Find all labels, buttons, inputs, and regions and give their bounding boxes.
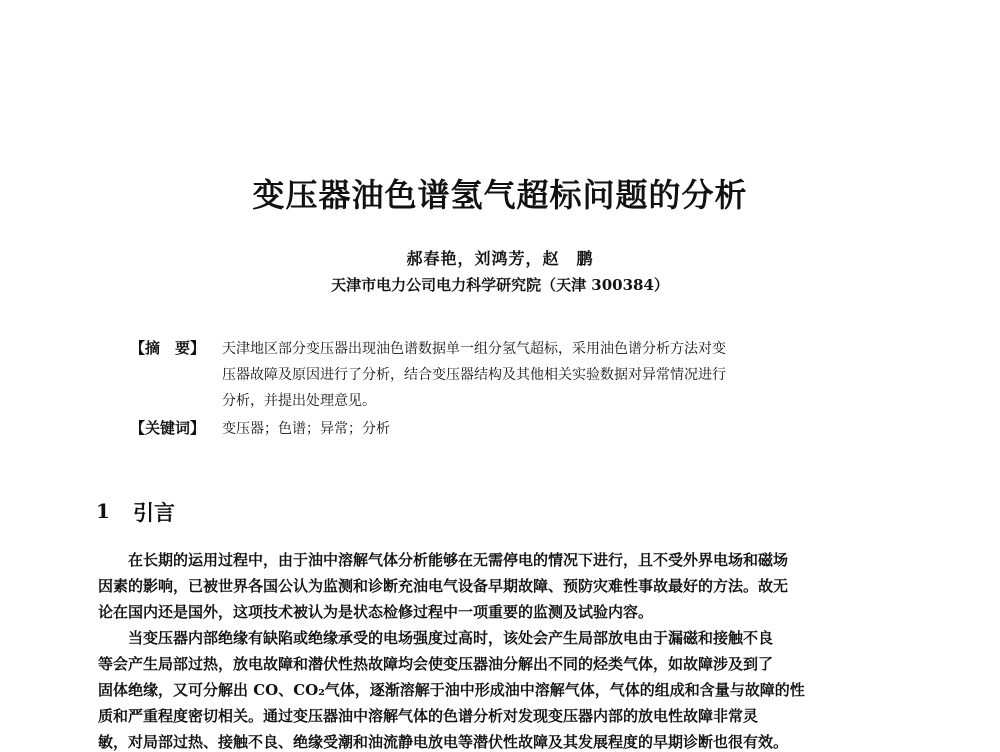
paper-title: 变压器油色谱氢气超标问题的分析 (252, 176, 748, 214)
body-paragraph-line: 质和严重程度密切相关。通过变压器油中溶解气体的色谱分析对发现变压器内部的放电性故障非常灵 (98, 707, 759, 725)
abstract-line: 压器故障及原因进行了分析，结合变压器结构及其他相关实验数据对异常情况进行 (222, 367, 726, 383)
body-paragraph-line: 等会产生局部过热，放电故障和潜伏性热故障均会使变压器油分解出不同的烃类气体，如故障涉及到了 (98, 655, 774, 673)
section-title: 引言 (133, 500, 175, 525)
abstract-line: 分析，并提出处理意见。 (222, 393, 376, 409)
abstract-line: 天津地区部分变压器出现油色谱数据单一组分氢气超标，采用油色谱分析方法对变 (222, 341, 726, 357)
body-paragraph-line: 固体绝缘，又可分解出 CO、CO₂气体，逐渐溶解于油中形成油中溶解气体，气体的组成和含量与故障的性 (98, 681, 805, 699)
body-paragraph-line: 当变压器内部绝缘有缺陷或绝缘承受的电场强度过高时，该处会产生局部放电由于漏磁和接触不良 (128, 629, 774, 647)
body-paragraph-line: 因素的影响，已被世界各国公认为监测和诊断充油电气设备早期故障、预防灾难性事故最好的方法。故无 (98, 577, 789, 595)
body-paragraph-line: 论在国内还是国外，这项技术被认为是状态检修过程中一项重要的监测及试验内容。 (98, 603, 654, 621)
keywords-label: 【关键词】 (130, 419, 206, 437)
body-paragraph-line: 敏，对局部过热、接触不良、绝缘受潮和油流静电放电等潜伏性故障及其发展程度的早期诊断也很有效。 (98, 733, 789, 751)
body-paragraph-line: 在长期的运用过程中，由于油中溶解气体分析能够在无需停电的情况下进行，且不受外界电场和磁场 (128, 551, 789, 569)
authors: 郝春艳，刘鸿芳，赵 鹏 (406, 249, 594, 268)
affiliation: 天津市电力公司电力科学研究院（天津 300384） (331, 276, 669, 294)
section-number: 1 (96, 499, 110, 523)
abstract-label: 【摘 要】 (130, 339, 206, 357)
keywords-text: 变压器；色谱；异常；分析 (222, 421, 390, 437)
